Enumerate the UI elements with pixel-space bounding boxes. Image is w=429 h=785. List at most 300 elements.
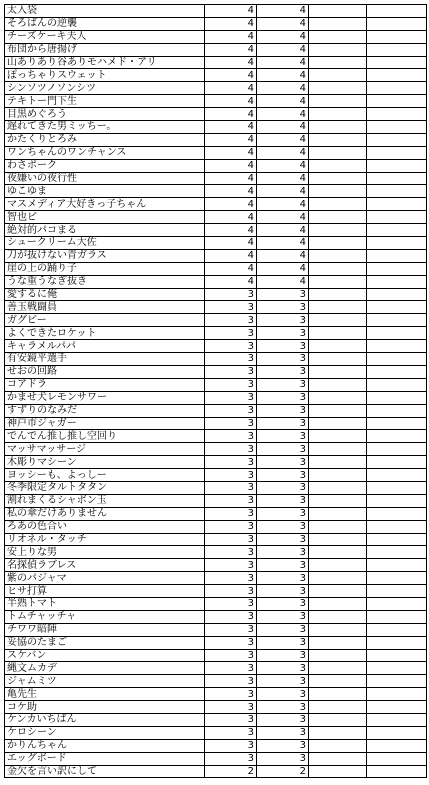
table-row (5, 546, 427, 559)
table-row (5, 675, 427, 688)
empty-cell (367, 365, 427, 378)
score-a-cell: 3 (205, 752, 257, 765)
score-b-cell: 3 (257, 713, 309, 726)
empty-cell (367, 443, 427, 456)
score-a-cell: 3 (205, 559, 257, 572)
name-cell: すずりのなみだ (5, 404, 205, 417)
empty-cell (367, 520, 427, 533)
name-cell: うな重うなぎ抜き (5, 275, 205, 288)
empty-cell (309, 365, 367, 378)
score-a-cell: 3 (205, 469, 257, 482)
score-b-cell: 3 (257, 752, 309, 765)
empty-cell (309, 378, 367, 391)
score-a-cell: 4 (205, 30, 257, 43)
table-row (5, 108, 427, 121)
name-cell: 太入袋 (5, 5, 205, 18)
empty-cell (309, 597, 367, 610)
score-a-cell: 3 (205, 688, 257, 701)
score-a-cell: 3 (205, 404, 257, 417)
table-row (5, 249, 427, 262)
table-row (5, 533, 427, 546)
empty-cell (309, 572, 367, 585)
score-a-cell: 4 (205, 224, 257, 237)
name-cell: 安上りな男 (5, 546, 205, 559)
score-b-cell: 3 (257, 636, 309, 649)
empty-cell (309, 224, 367, 237)
score-b-cell: 4 (257, 121, 309, 134)
score-b-cell: 4 (257, 43, 309, 56)
name-cell: チーズケーキ夫人 (5, 30, 205, 43)
empty-cell (309, 327, 367, 340)
empty-cell (367, 585, 427, 598)
table-row (5, 275, 427, 288)
empty-cell (367, 82, 427, 95)
name-cell: 善玉戦闘員 (5, 301, 205, 314)
empty-cell (309, 675, 367, 688)
name-cell: ジャムミツ (5, 675, 205, 688)
name-cell: シンソツノソンシツ (5, 82, 205, 95)
empty-cell (309, 121, 367, 134)
score-b-cell: 3 (257, 469, 309, 482)
score-b-cell: 4 (257, 95, 309, 108)
score-a-cell: 3 (205, 456, 257, 469)
score-a-cell: 4 (205, 133, 257, 146)
empty-cell (367, 288, 427, 301)
name-cell: 山ありあり谷ありモハメド・アリ (5, 56, 205, 69)
score-b-cell: 3 (257, 507, 309, 520)
score-b-cell: 3 (257, 417, 309, 430)
empty-cell (309, 262, 367, 275)
empty-cell (367, 636, 427, 649)
name-cell: マッサマッサージ (5, 443, 205, 456)
empty-cell (367, 249, 427, 262)
name-cell: ぽっちゃりスウェット (5, 69, 205, 82)
score-b-cell: 3 (257, 301, 309, 314)
score-a-cell: 3 (205, 417, 257, 430)
empty-cell (309, 391, 367, 404)
empty-cell (309, 662, 367, 675)
table-row (5, 69, 427, 82)
table-row (5, 365, 427, 378)
empty-cell (367, 172, 427, 185)
score-a-cell: 4 (205, 262, 257, 275)
score-a-cell: 3 (205, 610, 257, 623)
empty-cell (309, 636, 367, 649)
name-cell: ガグピー (5, 314, 205, 327)
score-b-cell: 3 (257, 559, 309, 572)
name-cell: せおの回路 (5, 365, 205, 378)
score-a-cell: 4 (205, 211, 257, 224)
table-row (5, 623, 427, 636)
table-row (5, 378, 427, 391)
table-row (5, 133, 427, 146)
name-cell: ケロシーン (5, 726, 205, 739)
empty-cell (309, 417, 367, 430)
empty-cell (367, 17, 427, 30)
score-b-cell: 3 (257, 340, 309, 353)
score-b-cell: 4 (257, 82, 309, 95)
table-row (5, 56, 427, 69)
score-a-cell: 3 (205, 533, 257, 546)
empty-cell (367, 43, 427, 56)
empty-cell (367, 546, 427, 559)
empty-cell (367, 133, 427, 146)
empty-cell (367, 95, 427, 108)
name-cell: 遅れてきた男ミッちー。 (5, 121, 205, 134)
empty-cell (309, 146, 367, 159)
score-b-cell: 3 (257, 701, 309, 714)
empty-cell (367, 610, 427, 623)
score-a-cell: 3 (205, 443, 257, 456)
table-row (5, 456, 427, 469)
score-b-cell: 3 (257, 597, 309, 610)
empty-cell (367, 69, 427, 82)
table-row (5, 121, 427, 134)
empty-cell (309, 237, 367, 250)
score-b-cell: 3 (257, 739, 309, 752)
empty-cell (309, 701, 367, 714)
score-a-cell: 3 (205, 494, 257, 507)
empty-cell (367, 688, 427, 701)
empty-cell (367, 726, 427, 739)
empty-cell (367, 275, 427, 288)
empty-cell (367, 675, 427, 688)
empty-cell (367, 494, 427, 507)
table-row (5, 404, 427, 417)
table-row (5, 481, 427, 494)
table-row (5, 237, 427, 250)
score-a-cell: 3 (205, 353, 257, 366)
score-b-cell: 3 (257, 494, 309, 507)
table-row (5, 185, 427, 198)
score-a-cell: 4 (205, 159, 257, 172)
table-body (5, 5, 427, 778)
empty-cell (309, 430, 367, 443)
empty-cell (367, 456, 427, 469)
table-row (5, 739, 427, 752)
empty-cell (309, 159, 367, 172)
empty-cell (309, 765, 367, 778)
empty-cell (367, 340, 427, 353)
empty-cell (367, 237, 427, 250)
score-b-cell: 3 (257, 443, 309, 456)
empty-cell (367, 211, 427, 224)
name-cell: 紫のパジャマ (5, 572, 205, 585)
score-b-cell: 3 (257, 481, 309, 494)
name-cell: シュークリーム大佐 (5, 237, 205, 250)
score-a-cell: 3 (205, 365, 257, 378)
empty-cell (309, 133, 367, 146)
score-b-cell: 4 (257, 172, 309, 185)
table-row (5, 43, 427, 56)
score-b-cell: 3 (257, 314, 309, 327)
spreadsheet (4, 4, 426, 782)
table-row (5, 327, 427, 340)
table-row (5, 765, 427, 778)
empty-cell (309, 469, 367, 482)
table-row (5, 417, 427, 430)
empty-cell (309, 739, 367, 752)
name-cell: 妥協のたまご (5, 636, 205, 649)
empty-cell (309, 507, 367, 520)
score-b-cell: 4 (257, 5, 309, 18)
table-row (5, 597, 427, 610)
empty-cell (309, 726, 367, 739)
name-cell: 私の傘だけありません (5, 507, 205, 520)
empty-cell (367, 739, 427, 752)
score-b-cell: 3 (257, 430, 309, 443)
score-a-cell: 3 (205, 430, 257, 443)
score-a-cell: 3 (205, 662, 257, 675)
name-cell: 目黒めぐろう (5, 108, 205, 121)
empty-cell (309, 546, 367, 559)
score-a-cell: 4 (205, 95, 257, 108)
score-a-cell: 3 (205, 481, 257, 494)
empty-cell (367, 146, 427, 159)
name-cell: スケバン (5, 649, 205, 662)
table-row (5, 211, 427, 224)
empty-cell (309, 82, 367, 95)
table-row (5, 391, 427, 404)
score-a-cell: 4 (205, 17, 257, 30)
table-row (5, 713, 427, 726)
empty-cell (309, 340, 367, 353)
score-a-cell: 3 (205, 572, 257, 585)
empty-cell (309, 713, 367, 726)
empty-cell (367, 30, 427, 43)
empty-cell (309, 494, 367, 507)
table-row (5, 443, 427, 456)
table-row (5, 636, 427, 649)
table-row (5, 572, 427, 585)
score-b-cell: 3 (257, 520, 309, 533)
empty-cell (367, 262, 427, 275)
name-cell: よくできたロケット (5, 327, 205, 340)
score-a-cell: 3 (205, 546, 257, 559)
empty-cell (367, 301, 427, 314)
name-cell: 神戸市ジャガー (5, 417, 205, 430)
table-row (5, 159, 427, 172)
score-a-cell: 3 (205, 726, 257, 739)
empty-cell (309, 314, 367, 327)
score-a-cell: 3 (205, 301, 257, 314)
score-a-cell: 3 (205, 623, 257, 636)
score-a-cell: 3 (205, 597, 257, 610)
table-row (5, 95, 427, 108)
empty-cell (309, 198, 367, 211)
score-b-cell: 4 (257, 249, 309, 262)
score-a-cell: 3 (205, 636, 257, 649)
score-a-cell: 3 (205, 520, 257, 533)
name-cell: わさポーク (5, 159, 205, 172)
empty-cell (309, 649, 367, 662)
empty-cell (309, 301, 367, 314)
empty-cell (367, 701, 427, 714)
score-b-cell: 4 (257, 108, 309, 121)
table-row (5, 469, 427, 482)
empty-cell (309, 456, 367, 469)
score-b-cell: 2 (257, 765, 309, 778)
name-cell: かませ犬レモンサワー (5, 391, 205, 404)
score-b-cell: 4 (257, 211, 309, 224)
score-a-cell: 4 (205, 198, 257, 211)
name-cell: でんでん推し推し空回り (5, 430, 205, 443)
empty-cell (367, 649, 427, 662)
score-b-cell: 3 (257, 533, 309, 546)
table-row (5, 726, 427, 739)
table-row (5, 494, 427, 507)
name-cell: トムチャッチャ (5, 610, 205, 623)
empty-cell (309, 533, 367, 546)
name-cell: ケンカいちばん (5, 713, 205, 726)
score-b-cell: 3 (257, 404, 309, 417)
table-row (5, 585, 427, 598)
empty-cell (367, 108, 427, 121)
name-cell: 愛するに俺 (5, 288, 205, 301)
table-row (5, 5, 427, 18)
empty-cell (309, 520, 367, 533)
score-a-cell: 3 (205, 507, 257, 520)
score-b-cell: 4 (257, 30, 309, 43)
name-cell: 半熟トマト (5, 597, 205, 610)
empty-cell (309, 559, 367, 572)
name-cell: コケ助 (5, 701, 205, 714)
empty-cell (367, 623, 427, 636)
name-cell: かたくりとろみ (5, 133, 205, 146)
empty-cell (367, 159, 427, 172)
score-b-cell: 3 (257, 378, 309, 391)
empty-cell (309, 288, 367, 301)
empty-cell (367, 417, 427, 430)
empty-cell (367, 469, 427, 482)
name-cell: ヒサ打算 (5, 585, 205, 598)
name-cell: 割れまくるシャボン玉 (5, 494, 205, 507)
table-row (5, 662, 427, 675)
empty-cell (309, 752, 367, 765)
name-cell: かりんちゃん (5, 739, 205, 752)
table-row (5, 224, 427, 237)
table-row (5, 430, 427, 443)
empty-cell (309, 623, 367, 636)
table-row (5, 288, 427, 301)
name-cell: 夜嫌いの夜行性 (5, 172, 205, 185)
table-row (5, 172, 427, 185)
name-cell: 縄文ムカデ (5, 662, 205, 675)
empty-cell (309, 585, 367, 598)
table-row (5, 262, 427, 275)
empty-cell (309, 211, 367, 224)
table-row (5, 82, 427, 95)
name-cell: 名探偵ラブレス (5, 559, 205, 572)
score-b-cell: 3 (257, 546, 309, 559)
score-b-cell: 3 (257, 662, 309, 675)
name-cell: 亀先生 (5, 688, 205, 701)
empty-cell (367, 713, 427, 726)
score-b-cell: 3 (257, 688, 309, 701)
name-cell: 金欠を言い訳にして (5, 765, 205, 778)
table-row (5, 30, 427, 43)
score-b-cell: 3 (257, 456, 309, 469)
empty-cell (367, 185, 427, 198)
score-b-cell: 3 (257, 649, 309, 662)
name-cell: そろばんの逆襲 (5, 17, 205, 30)
empty-cell (367, 404, 427, 417)
score-b-cell: 3 (257, 726, 309, 739)
table-row (5, 198, 427, 211)
empty-cell (367, 430, 427, 443)
name-cell: 冬季限定タルトタタン (5, 481, 205, 494)
score-a-cell: 3 (205, 340, 257, 353)
score-a-cell: 3 (205, 288, 257, 301)
score-a-cell: 4 (205, 237, 257, 250)
empty-cell (309, 275, 367, 288)
empty-cell (367, 597, 427, 610)
name-cell: 智也ピ (5, 211, 205, 224)
empty-cell (309, 610, 367, 623)
empty-cell (309, 185, 367, 198)
name-cell: マスメディア大好きっ子ちゃん (5, 198, 205, 211)
name-cell: ヨッシーも、よっしー (5, 469, 205, 482)
score-a-cell: 3 (205, 327, 257, 340)
empty-cell (367, 224, 427, 237)
empty-cell (367, 327, 427, 340)
name-cell: コアドラ (5, 378, 205, 391)
empty-cell (309, 172, 367, 185)
empty-cell (367, 481, 427, 494)
score-b-cell: 4 (257, 69, 309, 82)
name-cell: ろあの色合い (5, 520, 205, 533)
table-row (5, 353, 427, 366)
empty-cell (309, 688, 367, 701)
score-a-cell: 4 (205, 146, 257, 159)
score-a-cell: 3 (205, 314, 257, 327)
empty-cell (309, 404, 367, 417)
score-b-cell: 4 (257, 146, 309, 159)
score-a-cell: 3 (205, 713, 257, 726)
table-row (5, 146, 427, 159)
empty-cell (367, 56, 427, 69)
score-a-cell: 4 (205, 82, 257, 95)
table-row (5, 340, 427, 353)
name-cell: 布団から唐揚げ (5, 43, 205, 56)
empty-cell (367, 353, 427, 366)
score-a-cell: 3 (205, 585, 257, 598)
score-b-cell: 3 (257, 365, 309, 378)
empty-cell (309, 56, 367, 69)
score-b-cell: 4 (257, 262, 309, 275)
score-b-cell: 4 (257, 237, 309, 250)
empty-cell (367, 121, 427, 134)
name-cell: ゆこゆま (5, 185, 205, 198)
name-cell: チワワ暗陣 (5, 623, 205, 636)
score-b-cell: 3 (257, 288, 309, 301)
empty-cell (367, 391, 427, 404)
score-b-cell: 3 (257, 391, 309, 404)
table-row (5, 649, 427, 662)
name-cell: 絶対的パコまる (5, 224, 205, 237)
score-a-cell: 4 (205, 69, 257, 82)
score-a-cell: 2 (205, 765, 257, 778)
table-row (5, 301, 427, 314)
empty-cell (367, 533, 427, 546)
name-cell: テキトー門下生 (5, 95, 205, 108)
score-b-cell: 4 (257, 185, 309, 198)
score-a-cell: 4 (205, 185, 257, 198)
score-b-cell: 3 (257, 610, 309, 623)
score-a-cell: 4 (205, 275, 257, 288)
empty-cell (367, 507, 427, 520)
name-cell: ワンちゃんのワンチャンス (5, 146, 205, 159)
